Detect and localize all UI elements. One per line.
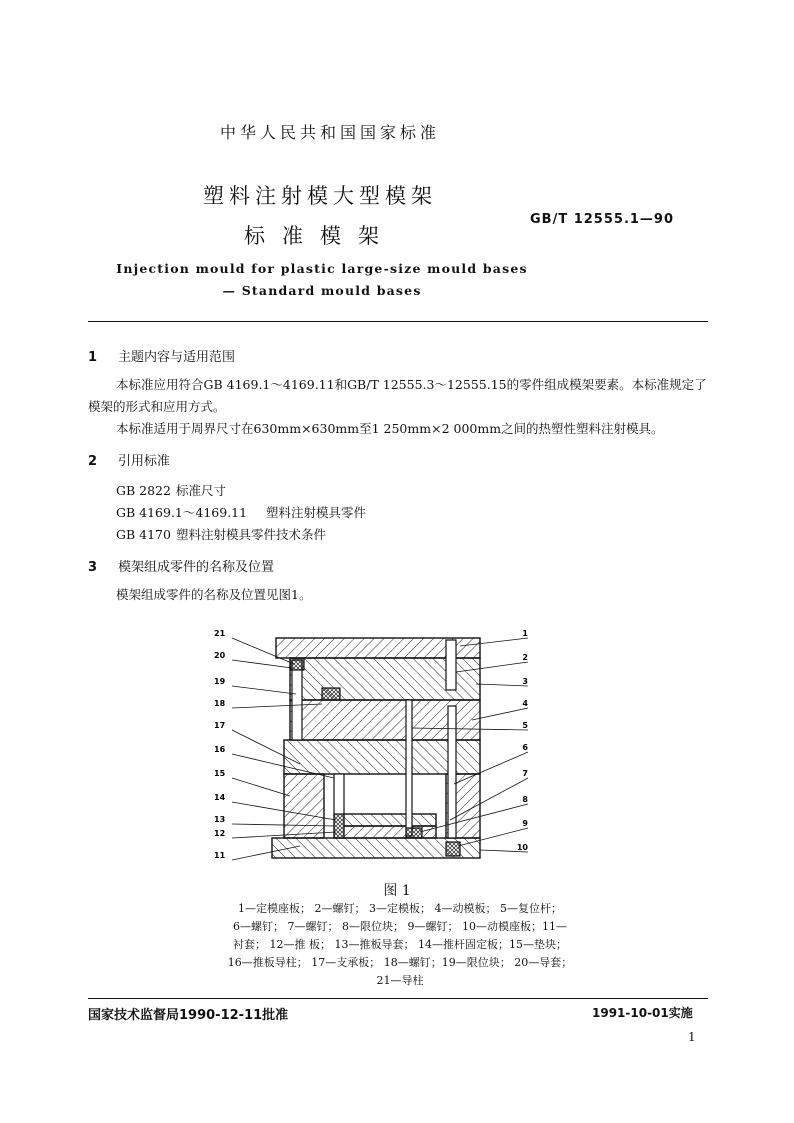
callout-label: 6 bbox=[522, 743, 528, 752]
ref-name: 塑料注射模具零件技术条件 bbox=[176, 527, 327, 542]
callout-label: 4 bbox=[522, 699, 528, 708]
section1-heading bbox=[88, 346, 235, 365]
screw-bottom bbox=[446, 842, 460, 856]
section3-para: 模架组成零件的名称及位置见图1。 bbox=[116, 587, 312, 602]
ref-code: GB 4169.1～4169.11 bbox=[116, 505, 248, 520]
section1-para2-text: 本标准适用于周界尺寸在630mm×630mm至1 250mm×2 000mm之间的热塑性塑料注射模具。 bbox=[116, 421, 664, 436]
callout-label: 2 bbox=[522, 653, 528, 662]
callout-label: 12 bbox=[214, 829, 226, 838]
figure-legend-line: 衬套； 12—推 板； 13—推板导套； 14—推杆固定板；15—垫块； bbox=[233, 938, 567, 951]
ejector-guide-bush bbox=[334, 814, 344, 838]
callout-label: 20 bbox=[214, 651, 226, 660]
ref-name: 塑料注射模具零件 bbox=[266, 505, 367, 520]
page-number: 1 bbox=[688, 1030, 696, 1044]
header-divider bbox=[88, 321, 708, 322]
callout-label: 5 bbox=[522, 721, 528, 730]
effective-date: 1991-10-01实施 bbox=[592, 1006, 693, 1020]
callout-label: 1 bbox=[522, 629, 528, 638]
section3-heading bbox=[88, 556, 274, 575]
section2-heading bbox=[88, 450, 170, 469]
callout-label: 9 bbox=[522, 819, 528, 828]
title-cn-line2: 标准模架 bbox=[244, 224, 396, 248]
ejector-retainer-plate bbox=[336, 814, 436, 826]
section1-para2 bbox=[88, 418, 708, 440]
section1-title: 主题内容与适用范围 bbox=[118, 350, 236, 365]
section2-number: 2 bbox=[88, 454, 98, 469]
callout-label: 3 bbox=[522, 677, 528, 686]
ref-name: 标准尺寸 bbox=[176, 483, 227, 498]
ref-item bbox=[116, 481, 226, 499]
section1-para1 bbox=[88, 374, 708, 418]
approval-issuer: 国家技术监督局1990-12-11批准 bbox=[88, 1008, 289, 1023]
figure-legend-line: 16—推板导柱； 17—支承板； 18—螺钉；19—限位块； 20—导套； bbox=[227, 956, 573, 969]
screw-long bbox=[448, 706, 456, 838]
screw-top bbox=[446, 640, 456, 690]
figure-caption: 图 1 bbox=[383, 883, 411, 899]
callout-label: 17 bbox=[214, 721, 226, 730]
limit-block bbox=[406, 828, 422, 838]
callout-label: 10 bbox=[516, 843, 528, 852]
section1-para1-text: 本标准应用符合GB 4169.1～4169.11和GB/T 12555.3～12555.15的零件组成模架要素。本标准规定了模架的形式和应用方式。 bbox=[88, 377, 707, 414]
section1-number: 1 bbox=[88, 350, 98, 365]
callout-label: 16 bbox=[214, 745, 226, 754]
stop-block bbox=[322, 688, 340, 700]
guide-bush bbox=[290, 658, 304, 670]
standard-number: GB/T 12555.1—90 bbox=[530, 212, 675, 227]
callout-label: 11 bbox=[214, 851, 226, 860]
title-en-line1: Injection mould for plastic large-size mould bases bbox=[116, 261, 528, 276]
ref-item bbox=[116, 503, 366, 521]
spacer-block-left bbox=[284, 774, 324, 838]
title-en-line2: — Standard mould bases bbox=[222, 283, 422, 298]
left-labels bbox=[214, 629, 226, 860]
title-cn-line1: 塑料注射模大型模架 bbox=[203, 184, 437, 208]
section3-number: 3 bbox=[88, 560, 98, 575]
callout-label: 18 bbox=[214, 699, 226, 708]
callout-label: 19 bbox=[214, 677, 226, 686]
ref-code: GB 4170 bbox=[116, 527, 171, 542]
national-standard-header: 中华人民共和国国家标准 bbox=[219, 123, 440, 142]
ref-item bbox=[116, 525, 326, 543]
return-pin bbox=[406, 700, 412, 836]
callout-label: 14 bbox=[214, 793, 226, 802]
section3-title: 模架组成零件的名称及位置 bbox=[118, 560, 275, 575]
figure-legend-line: 6—螺钉； 7—螺钉； 8—限位块； 9—螺钉； 10—动模座板；11— bbox=[233, 920, 567, 933]
section2-title: 引用标准 bbox=[118, 454, 171, 469]
ref-code: GB 2822 bbox=[116, 483, 171, 498]
callout-label: 21 bbox=[214, 629, 226, 638]
mould-base-drawing bbox=[210, 624, 540, 864]
footer-divider bbox=[88, 998, 708, 999]
callout-label: 13 bbox=[214, 815, 226, 824]
callout-label: 7 bbox=[522, 769, 528, 778]
guide-pillar bbox=[292, 660, 302, 740]
callout-label: 8 bbox=[522, 795, 528, 804]
figure-legend-line: 21—导柱 bbox=[376, 974, 424, 987]
figure-legend-line: 1—定模座板； 2—螺钉； 3—定模板； 4—动模板； 5—复位杆； bbox=[238, 902, 562, 915]
callout-label: 15 bbox=[214, 769, 226, 778]
